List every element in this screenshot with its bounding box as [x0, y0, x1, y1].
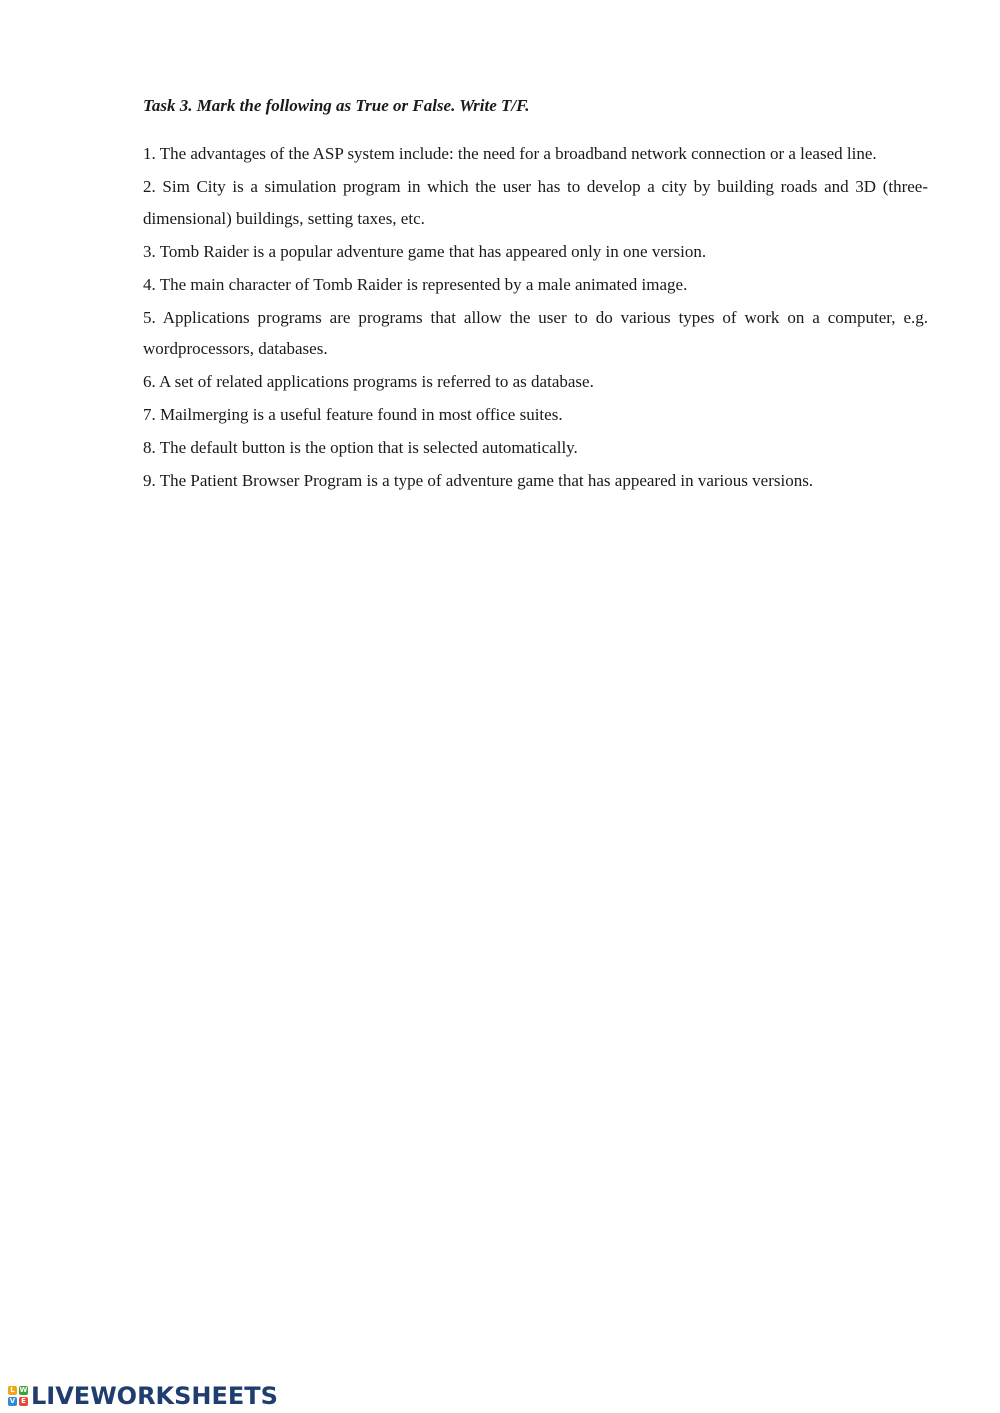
footer-logo[interactable]	[8, 1383, 278, 1409]
question-item: 5. Applications programs are programs that allow the user to do various types of work on a computer, e.g. wordprocessors, databases.	[143, 307, 928, 358]
question-item: 8. The default button is the option that is selected automatically.	[143, 438, 578, 457]
logo-cell: V	[9, 1397, 16, 1405]
task-title: Task 3. Mark the following as True or False. Write T/F.	[143, 96, 530, 115]
logo-cell: E	[19, 1397, 28, 1406]
question-item: 9. The Patient Browser Program is a type of adventure game that has appeared in various versions.	[143, 471, 814, 490]
question-item: 4. The main character of Tomb Raider is represented by a male animated image.	[143, 274, 688, 294]
question-item: 2. Sim City is a simulation program in which the user has to develop a city by building roads and 3D (three-dimensional) buildings, setting taxes, etc.	[143, 177, 928, 228]
worksheet-page	[143, 92, 928, 498]
liveworksheets-logo-icon	[8, 1386, 28, 1406]
logo-cell: W	[19, 1386, 28, 1394]
question-item: 1. The advantages of the ASP system include: the need for a broadband network connection or a leased line.	[143, 144, 877, 163]
logo-cell: L	[8, 1386, 17, 1395]
question-item: 6. A set of related applications programs is referred to as database.	[143, 372, 594, 391]
question-list	[143, 138, 928, 497]
logo-text: LIVEWORKSHEETS	[31, 1382, 278, 1410]
question-item: 7. Mailmerging is a useful feature found in most office suites.	[143, 405, 563, 424]
question-item: 3. Tomb Raider is a popular adventure game that has appeared only in one version.	[143, 241, 707, 261]
